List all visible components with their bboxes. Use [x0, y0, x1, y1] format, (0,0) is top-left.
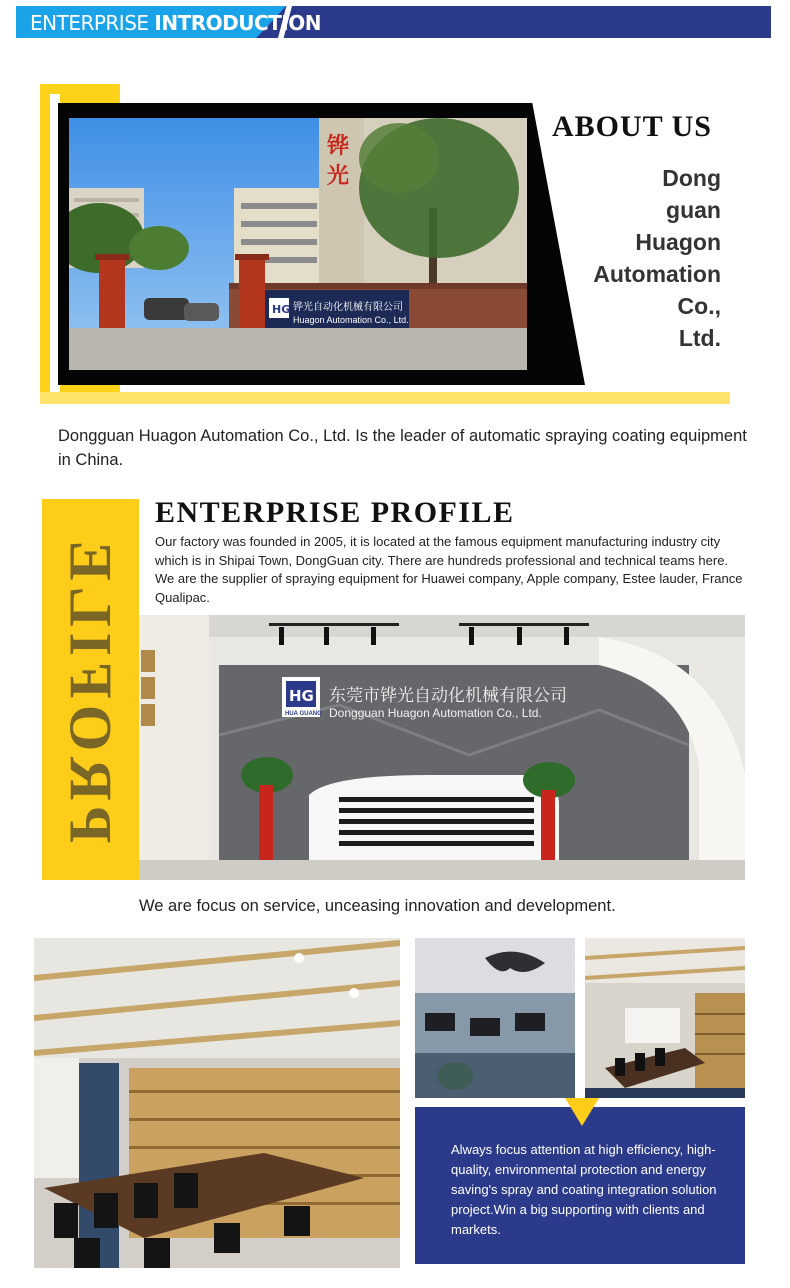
- building-sign-char: 铧: [327, 134, 350, 159]
- factory-gate-photo: [69, 118, 527, 370]
- reception-photo: [139, 615, 745, 880]
- office-photo: [415, 938, 575, 1098]
- profile-vertical-text: PROFILE: [57, 534, 124, 844]
- about-company-name: [585, 162, 721, 354]
- company-line: Dong: [662, 165, 721, 191]
- profile-vertical-word: [42, 499, 139, 880]
- wall-sign-en: Dongguan Huagon Automation Co., Ltd.: [329, 706, 542, 720]
- wall-logo-sub: HUA GUANG: [285, 711, 322, 717]
- building-sign-char: 光: [327, 164, 350, 189]
- company-line: Co.,: [677, 293, 721, 319]
- header-title-light: ENTERPRISE: [30, 11, 149, 35]
- company-line: Automation: [593, 261, 721, 287]
- profile-text: Our factory was founded in 2005, it is located at the famous equipment manufacturing industry city which is in Shipai Town, DongGuan city. There are hundreds professional and technical teams here. We are the supplier of spraying equipment for Huawei company, Apple company, Estee lauder, France Qualipac.: [155, 534, 743, 605]
- info-text: Always focus attention at high efficiency, high-quality, environmental protection and energy saving's spray and coating integration solution project.Win a big supporting with clients and markets.: [451, 1142, 717, 1237]
- about-title: ABOUT US: [552, 110, 712, 143]
- meeting-room-showcase-photo: [34, 938, 400, 1268]
- company-line: Huagon: [635, 229, 721, 255]
- company-line: guan: [666, 197, 721, 223]
- wall-logo: HG: [289, 687, 314, 705]
- wall-sign-cn: 东莞市铧光自动化机械有限公司: [329, 686, 567, 706]
- about-yellow-underline: [40, 392, 730, 404]
- gate-sign-cn: 铧光自动化机械有限公司: [293, 302, 403, 313]
- header-title-bold: INTRODUCTION: [154, 11, 321, 35]
- focus-statement: We are focus on service, unceasing innovation and development.: [139, 897, 616, 915]
- gate-sign-en: Huagon Automation Co., Ltd.: [293, 315, 409, 325]
- company-line: Ltd.: [678, 325, 721, 351]
- showroom-photo: [585, 938, 745, 1098]
- about-description: Dongguan Huagon Automation Co., Ltd. Is the leader of automatic spraying coating equipment in China.: [58, 427, 747, 469]
- header-title: [30, 10, 321, 36]
- gate-logo: HG: [272, 303, 291, 316]
- profile-title: ENTERPRISE PROFILE: [155, 496, 515, 529]
